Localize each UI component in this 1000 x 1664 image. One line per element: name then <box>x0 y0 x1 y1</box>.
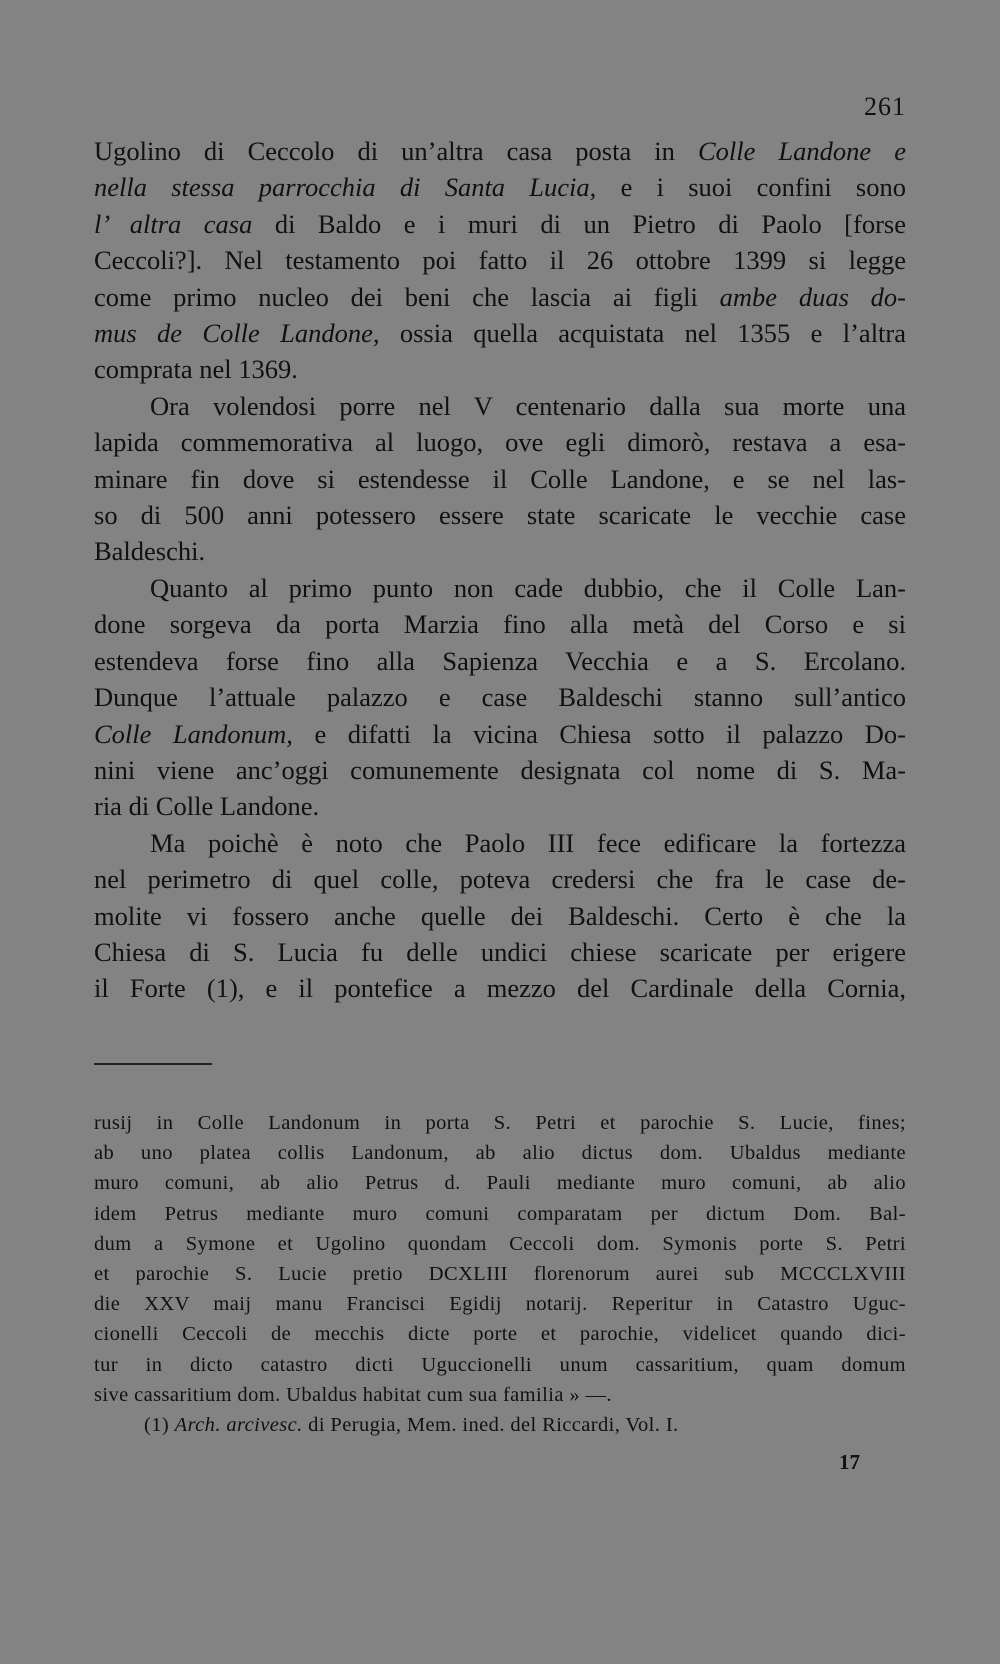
text-run: muro comuni, ab alio Petrus d. Pauli mediante muro comuni, ab alio <box>94 1172 906 1195</box>
text-run: nini viene anc’oggi comunemente designata col nome di S. Ma- <box>94 754 906 785</box>
text-line <box>94 570 906 606</box>
footnote-line <box>94 1168 906 1198</box>
text-line <box>94 351 906 387</box>
text-run: e difatti la vicina Chiesa sotto il palazzo Do- <box>292 718 906 749</box>
text-line <box>94 461 906 497</box>
text-run: come primo nucleo dei beni che lascia ai figli <box>94 281 720 312</box>
footnote-line <box>94 1289 906 1319</box>
text-run: lapida commemorativa al luogo, ove egli dimorò, restava a esa- <box>94 427 906 458</box>
footnote-line <box>94 1410 906 1440</box>
text-run: Dunque l’attuale palazzo e case Baldeschi stanno sull’antico <box>94 682 906 713</box>
text-run: sive cassaritium dom. Ubaldus habitat cum sua familia » —. <box>94 1383 612 1406</box>
text-line <box>94 169 906 205</box>
italic-text: Colle Landone e <box>697 136 906 166</box>
text-run: minare fin dove si estendesse il Colle Landone, e se nel las- <box>94 463 906 494</box>
text-line <box>94 242 906 278</box>
text-run: et parochie S. Lucie pretio DCXLIII florenorum aurei sub MCCCLXVIII <box>94 1263 906 1286</box>
footnote-line <box>94 1319 906 1349</box>
text-run: di Baldo e i muri di un Pietro di Paolo [forse <box>252 208 906 239</box>
italic-text: Colle Landonum, <box>94 718 293 749</box>
text-run: Baldeschi. <box>94 536 206 567</box>
text-run: tur in dicto catastro dicti Uguccionelli unum cassaritium, quam domum <box>94 1353 906 1376</box>
page-number: 261 <box>864 92 906 121</box>
text-line <box>94 388 906 424</box>
main-text <box>94 133 906 1007</box>
footnotes <box>94 1108 906 1440</box>
text-run: dum a Symone et Ugolino quondam Ceccoli dom. Symonis porte S. Petri <box>94 1232 906 1255</box>
text-run: e i suoi confini sono <box>596 172 906 203</box>
text-run: nel perimetro di quel colle, poteva credersi che fra le case de- <box>94 864 906 895</box>
text-line <box>94 206 906 242</box>
text-run: estendeva forse fino alla Sapienza Vecchia e a S. Ercolano. <box>94 645 906 676</box>
footnote-separator <box>94 1063 212 1065</box>
text-line <box>94 898 906 934</box>
signature-mark: 17 <box>839 1450 860 1474</box>
text-run: idem Petrus mediante muro comuni comparatam per dictum Dom. Bal- <box>94 1202 906 1225</box>
footnote-line <box>94 1380 906 1410</box>
footnote-line <box>94 1199 906 1229</box>
text-run: Quanto al primo punto non cade dubbio, che il Colle Lan- <box>150 572 906 603</box>
text-line <box>94 133 906 169</box>
text-line <box>94 643 906 679</box>
text-line <box>94 424 906 460</box>
text-run: comprata nel 1369. <box>94 354 298 385</box>
text-run: (1) <box>144 1414 175 1437</box>
italic-text: nella stessa parrocchia di Santa Lucia, <box>94 172 597 203</box>
text-line <box>94 970 906 1006</box>
text-line <box>94 825 906 861</box>
italic-text: l’ altra casa <box>94 208 253 239</box>
text-run: die XXV maij manu Francisci Egidij notarij. Reperitur in Catastro Uguc- <box>94 1293 906 1316</box>
text-run: Ugolino di Ceccolo di un’altra casa posta in <box>94 136 698 166</box>
footnote-line <box>94 1138 906 1168</box>
text-run: ria di Colle Landone. <box>94 791 320 822</box>
text-run: Ceccoli?]. Nel testamento poi fatto il 26 ottobre 1399 si legge <box>94 245 906 276</box>
text-run: cionelli Ceccoli de mecchis dicte porte et parochie, videlicet quando dici- <box>94 1323 906 1346</box>
text-run: Ora volendosi porre nel V centenario dalla sua morte una <box>150 390 906 421</box>
text-run: ossia quella acquistata nel 1355 e l’altra <box>379 318 906 349</box>
text-run: so di 500 anni potessero essere state scaricate le vecchie case <box>94 500 906 531</box>
footnote-line <box>94 1350 906 1380</box>
text-line <box>94 497 906 533</box>
text-run: rusij in Colle Landonum in porta S. Petri et parochie S. Lucie, fines; <box>94 1112 906 1134</box>
text-run: ab uno platea collis Landonum, ab alio dictus dom. Ubaldus mediante <box>94 1142 906 1165</box>
text-line <box>94 861 906 897</box>
italic-text: ambe duas do- <box>719 281 906 312</box>
footnote-line <box>94 1229 906 1259</box>
text-line <box>94 934 906 970</box>
text-line <box>94 533 906 569</box>
text-run: Ma poichè è noto che Paolo III fece edificare la fortezza <box>150 827 906 858</box>
text-run: molite vi fossero anche quelle dei Baldeschi. Certo è che la <box>94 900 906 931</box>
footnote-line <box>94 1108 906 1138</box>
footnote-line <box>94 1259 906 1289</box>
text-line <box>94 279 906 315</box>
text-line <box>94 788 906 824</box>
italic-text: Arch. arcivesc. <box>174 1414 303 1437</box>
italic-text: mus de Colle Landone, <box>94 318 380 349</box>
text-run: done sorgeva da porta Marzia fino alla metà del Corso e si <box>94 609 906 640</box>
text-run: di Perugia, Mem. ined. del Riccardi, Vol. I. <box>302 1414 679 1437</box>
text-line <box>94 679 906 715</box>
text-line <box>94 716 906 752</box>
text-line <box>94 606 906 642</box>
text-run: il Forte (1), e il pontefice a mezzo del Cardinale della Cornia, <box>94 973 906 1004</box>
text-line <box>94 752 906 788</box>
text-line <box>94 315 906 351</box>
text-run: Chiesa di S. Lucia fu delle undici chiese scaricate per erigere <box>94 936 906 967</box>
